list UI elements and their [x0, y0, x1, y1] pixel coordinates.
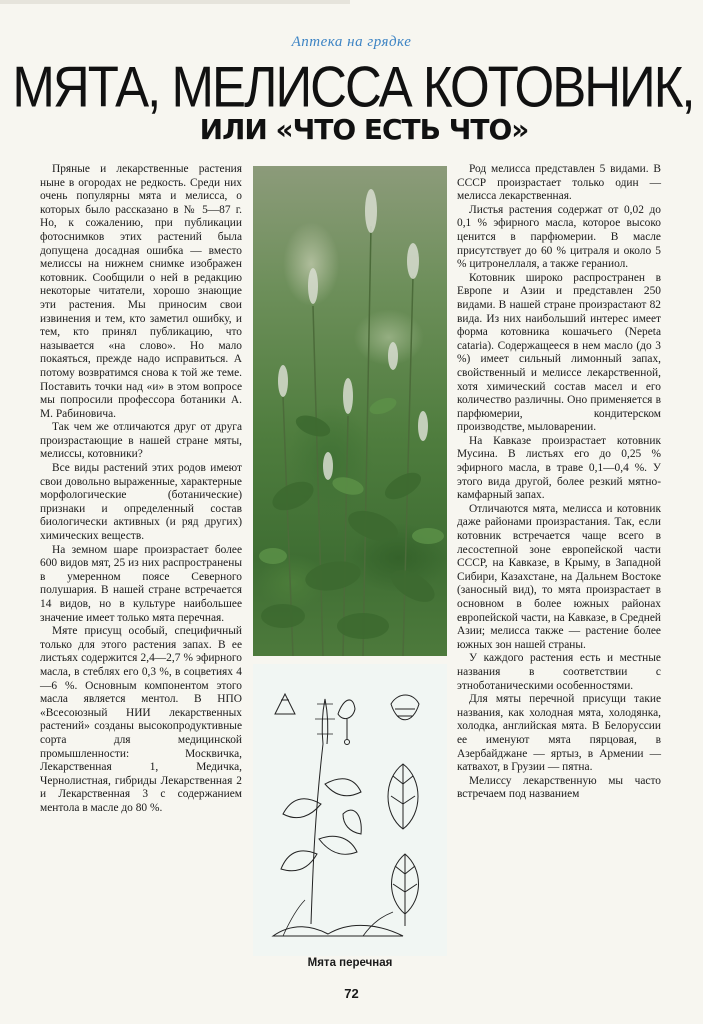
article-subtitle: ИЛИ «ЧТО ЕСТЬ ЧТО» — [199, 113, 529, 146]
figure-caption: Мята перечная — [307, 957, 393, 969]
text-column-left — [40, 163, 242, 816]
mint-botanical-drawing — [253, 664, 447, 956]
paragraph: Мелиссу лекарственную мы часто встречаем под названием — [457, 774, 661, 801]
text-column-right — [457, 163, 661, 802]
mint-photo — [253, 166, 447, 656]
paragraph: Так чем же отличаются друг от друга произрастающие в нашей стране мяты, мелиссы, котовники? — [40, 421, 242, 461]
section-rubric: Аптека на грядке — [291, 34, 412, 50]
paragraph: Для мяты перечной присущи такие названия, как холодная мята, холодянка, холодка, английская мята. В Белоруссии ее именуют мята пярцовая, в Азербайджане — яртыз, в Армении — катвахот, в Грузии — пятна. — [457, 693, 661, 774]
paragraph: Отличаются мята, мелисса и котовник даже районами произрастания. Так, если котовник встречается чаще всего в лесостепной зоне европейской части СССР, на Кавказе, в Крыму, в Западной Сибири, Казахстане, на Дальнем Востоке (заносный вид), то мята произрастает в основном в более южных районах европейской части, на Кавказе, в Средней Азии; мелисса также — растение более южных зон нашей страны. — [457, 502, 661, 651]
paragraph: У каждого растения есть и местные названия в соответствии с этноботаническими особенностями. — [457, 652, 661, 692]
paragraph: Мяте присущ особый, специфичный только для этого растения запах. В ее листьях содержится 2,4—2,7 % эфирного масла, в стеблях его 0,3 %, в соцветиях 4—6 %. Основным компонентом этого масла является ментол. В НПО «Всесоюзный НИИ лекарственных растений» созданы высокопродуктивные сорта для медицинской промышленности: Москвичка, Лекарственная 1, Медичка, Чернолистная, гибриды Лекарственная 2 и Лекарственная 3 с содержанием ментола в масле до 80 %. — [40, 625, 242, 814]
paragraph: Род мелисса представлен 5 видами. В СССР произрастает только один — мелисса лекарственная. — [457, 163, 661, 203]
page-number: 72 — [344, 986, 359, 1001]
paragraph: Котовник широко распространен в Европе и Азии и представлен 250 видами. В нашей стране произрастают 82 вида. Из них наибольший интерес имеет форма котовника кошачьего (Nepeta cataria). Содержащееся в нем масло (до 3 %) имеет сильный лимонный запах, свойственный и мелиссе лекарственной, хотя химический состав масел и его количество различны. Оно применяется в парфюмерии, кондитерском производстве, мыловарении. — [457, 271, 661, 434]
paragraph: Листья растения содержат от 0,02 до 0,1 % эфирного масла, которое высоко ценится в парфюмерии. В масле присутствует до 60 % цитраля и около 5 % цитронеллаля, а также гераниол. — [457, 203, 661, 271]
paragraph: Пряные и лекарственные растения ныне в огородах не редкость. Среди них очень популярны мята и мелисса, о которых было рассказано в № 5—87 г. Но, к сожалению, при публикации фотоснимков этих растений была допущена досадная ошибка — вместо мелиссы на нижнем снимке изображен котовник. Сообщили о ней в редакцию некоторые читатели, хорошо знающие эти растения. Мы приносим свои извинения и тем, кто заметил ошибку, и тем, кто принял публикацию, что называется «на слово». Но мало покаяться, прежде надо исправиться. А потому возвратимся снова к той же теме. Поставить точки над «и» в этом вопросе мы попросили профессора ботаники А. М. Рабиновича. — [40, 163, 242, 420]
article-title: МЯТА, МЕЛИССА КОТОВНИК, — [12, 55, 694, 119]
paragraph: На земном шаре произрастает более 600 видов мят, 25 из них распространены в умеренном поясе Северного полушария. В нашей стране встречается 14 видов, но в культуре наибольшее значение имеет только мята перечная. — [40, 543, 242, 624]
page-edge — [0, 0, 350, 4]
paragraph: На Кавказе произрастает котовник Мусина. В листьях его до 0,25 % эфирного масла, в траве 0,1—0,4 %. У этого вида другой, более резкий мятно-камфарный запах. — [457, 434, 661, 502]
botanical-sketch — [253, 664, 447, 956]
mint-photo-illustration — [253, 166, 447, 656]
paragraph: Все виды растений этих родов имеют свои довольно выраженные, характерные морфологические (ботанические) признаки и определенный состав биологически активных (и ряд других) химических веществ. — [40, 462, 242, 543]
